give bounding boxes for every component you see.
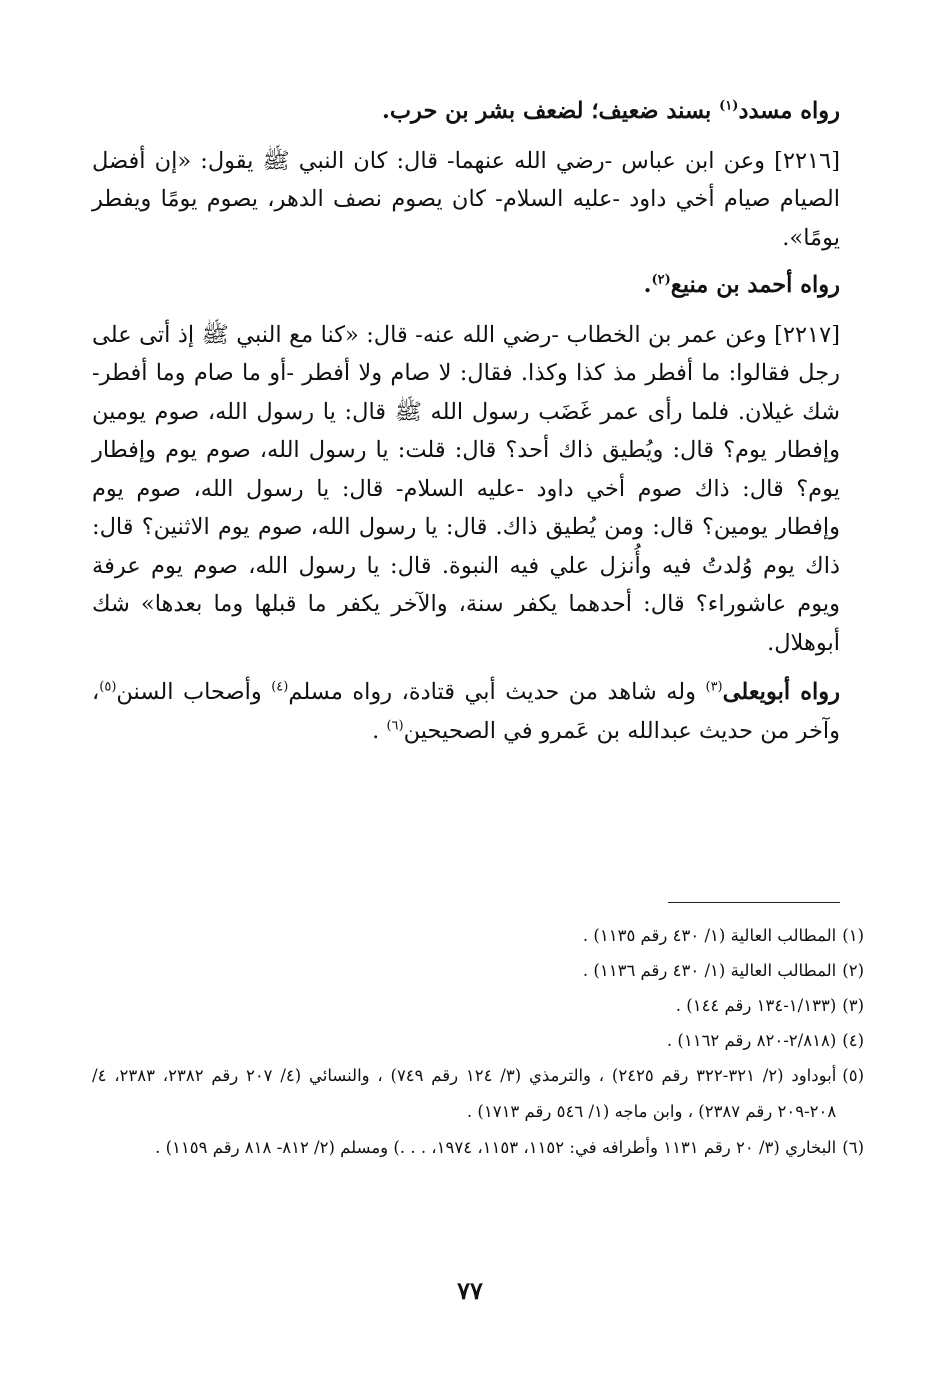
footnote-number: (١) xyxy=(842,926,864,945)
hadith-2217: [٢٢١٧] وعن عمر بن الخطاب -رضي الله عنه- قال: «كنا مع النبي ﷺ إذ أتى على رجل فقالوا: ما أفطر مذ كذا وكذا. فقال: لا صام ولا أفطر -أو ما صام وما أفطر- شك غيلان. فلما رأى عمر غَضَب رسول الله ﷺ قال: يا رسول الله، صوم يومين وإفطار يوم؟ قال: ويُطيق ذاك أحد؟ قال: قلت: يا رسول الله، صوم يوم وإفطار يوم؟ قال: ذاك صوم أخي داود -عليه السلام- قال: يا رسول الله، صوم يوم وإفطار يومين؟ قال: ومن يُطيق ذاك. قال: يا رسول الله، صوم يوم الاثنين؟ قال: ذاك يوم وُلدتُ فيه وأُنزل علي فيه النبوة. قال: يا رسول الله، صوم يوم عرفة ويوم عاشوراء؟ قال: أحدهما يكفر سنة، والآخر يكفر ما قبلها وما بعدها» شك أبوهلال. xyxy=(92,321,840,656)
footnote-ref-4: (٤) xyxy=(271,679,289,695)
footnote-3 xyxy=(92,988,864,1023)
footnote-1 xyxy=(92,918,864,953)
page-number: ٧٧ xyxy=(457,1276,483,1305)
source-text-end: . xyxy=(643,272,652,298)
footnote-ref-2: (٢) xyxy=(651,272,671,288)
source-text-end: . xyxy=(372,717,387,744)
footnote-ref-5: (٥) xyxy=(99,679,117,695)
footnote-text: (٢/٨١٨-٨٢٠ رقم ١١٦٢) . xyxy=(666,1031,837,1050)
source-text: رواه مسدد xyxy=(738,98,840,124)
source-line-3 xyxy=(92,673,840,750)
footnote-text: أبوداود (٢/ ٣٢١-٣٢٢ رقم ٢٤٢٥) ، والترمذي (٣/ ١٢٤ رقم ٧٤٩) ، والنسائي (٤/ ٢٠٧ رقم ٢٣٨٢، ٢٣٨٣، ٤/ ٢٠٨-٢٠٩ رقم ٢٣٨٧) ، وابن ماجه (١/ ٥٤٦ رقم ١٧١٣) . xyxy=(92,1066,837,1121)
source-text: رواه أحمد بن منيع xyxy=(670,272,840,298)
source-line-1 xyxy=(92,92,840,131)
main-text xyxy=(92,92,840,750)
footnote-number: (٣) xyxy=(842,996,864,1015)
footnote-text: المطالب العالية (١/ ٤٣٠ رقم ١١٣٥) . xyxy=(582,926,837,945)
footnote-text: البخاري (٣/ ٢٠ رقم ١١٣١ وأطرافه في: ١١٥٢، ١١٥٣، ١٩٧٤، . . .) ومسلم (٢/ ٨١٢- ٨١٨ رقم ١١٥٩) . xyxy=(155,1138,837,1157)
footnote-text: (١/١٣٣-١٣٤ رقم ١٤٤) . xyxy=(675,996,837,1015)
footnote-ref-3: (٣) xyxy=(705,679,723,695)
source-text: ، وآخر من حديث عبدالله بن عَمرو في الصحيحين xyxy=(92,679,840,744)
source-text-bold: رواه أبويعلى xyxy=(722,679,840,705)
footnote-4 xyxy=(92,1023,864,1058)
footnote-ref-1: (١) xyxy=(719,98,739,114)
footnote-ref-6: (٦) xyxy=(386,718,404,733)
footnote-5 xyxy=(92,1058,864,1130)
source-text: وله شاهد من حديث أبي قتادة، رواه مسلم xyxy=(288,679,706,705)
footnote-number: (٢) xyxy=(842,961,864,980)
footnote-number: (٥) xyxy=(842,1066,864,1085)
footnote-separator xyxy=(668,902,840,903)
hadith-2216: [٢٢١٦] وعن ابن عباس -رضي الله عنهما- قال: كان النبي ﷺ يقول: «إن أفضل الصيام صيام أخي داود -عليه السلام- كان يصوم نصف الدهر، يصوم يومًا ويفطر يومًا». xyxy=(92,147,840,251)
footnote-text: المطالب العالية (١/ ٤٣٠ رقم ١١٣٦) . xyxy=(582,961,837,980)
footnote-number: (٦) xyxy=(842,1138,864,1157)
source-text: وأصحاب السنن xyxy=(116,679,272,705)
source-line-2 xyxy=(92,266,840,305)
footnote-6 xyxy=(92,1130,864,1166)
footnote-2 xyxy=(92,953,864,988)
footnote-number: (٤) xyxy=(842,1031,864,1050)
source-text-end: بسند ضعيف؛ لضعف بشر بن حرب. xyxy=(382,98,720,124)
footnotes xyxy=(92,918,864,1166)
